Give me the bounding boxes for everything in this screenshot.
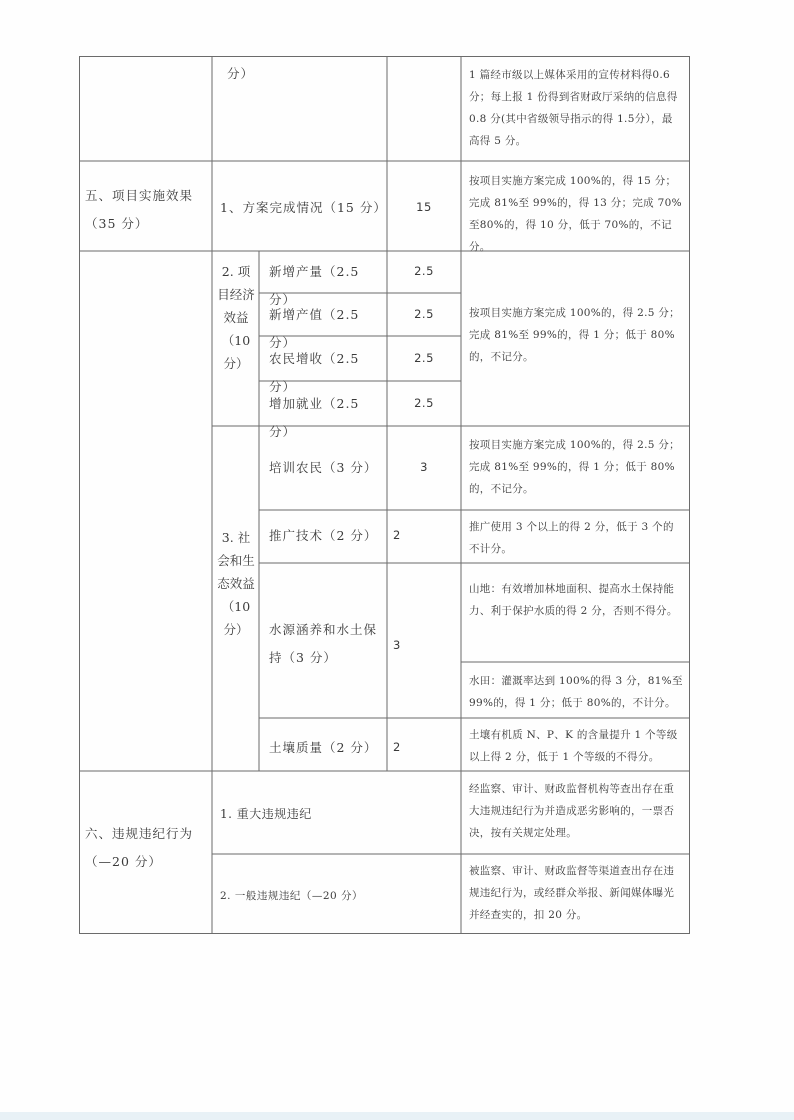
major-violation-criteria: 经监察、审计、财政监督机构等查出存在重大违规违纪行为并造成恶劣影响的，一票否决，按有关规定处理。 <box>469 783 675 839</box>
social-score-training: 3 <box>420 460 428 474</box>
social-criteria-tech: 推广使用 3 个以上的得 2 分，低于 3 个的不计分。 <box>469 521 674 555</box>
econ-score-employment: 2.5 <box>414 396 434 410</box>
social-score-tech: 2 <box>393 528 401 542</box>
social-score-water: 3 <box>393 638 401 652</box>
section-five-title: 五、项目实施效果（35 分） <box>85 188 194 231</box>
social-score-soil: 2 <box>393 740 401 754</box>
social-group-label: 3. 社会和生态效益（10 分） <box>217 530 255 637</box>
row0-criteria: 1 篇经市级以上媒体采用的宣传材料得0.6 分；每上报 1 份得到省财政厅采纳的信息得 0.8 分(其中省级领导指示的得 1.5分），最高得 5 分。 <box>469 69 678 147</box>
social-item-water: 水源涵养和水土保持（3 分） <box>269 622 378 665</box>
econ-criteria: 按项目实施方案完成 100%的，得 2.5 分；完成 81%至 99%的，得 1 分；低于 80%的，不记分。 <box>469 307 680 363</box>
econ-item-employment: 增加就业（2.5 分） <box>269 396 360 439</box>
plan-completion-score: 15 <box>416 200 432 214</box>
econ-item-value: 新增产值（2.5 分） <box>269 307 360 350</box>
social-criteria-water-mountain: 山地：有效增加林地面积、提高水土保持能力、利于保护水质的得 2 分，否则不得分。 <box>469 583 678 617</box>
plan-completion-criteria: 按项目实施方案完成 100%的，得 15 分；完成 81%至 99%的，得 13 分；完成 70%至80%的，得 10 分，低于 70%的，不记分。 <box>469 175 682 253</box>
social-criteria-training: 按项目实施方案完成 100%的，得 2.5 分；完成 81%至 99%的，得 1 分；低于 80%的，不记分。 <box>469 439 680 495</box>
econ-item-income: 农民增收（2.5 分） <box>269 351 360 394</box>
econ-item-output: 新增产量（2.5 分） <box>269 264 360 307</box>
row0-sub-text: 分） <box>227 66 255 81</box>
social-criteria-soil: 土壤有机质 N、P、K 的含量提升 1 个等级以上得 2 分，低于 1 个等级的不得分。 <box>469 729 678 763</box>
scan-edge-strip <box>0 1112 794 1120</box>
section-six-title: 六、违规违纪行为（—20 分） <box>85 826 194 869</box>
minor-violation-item: 2. 一般违规违纪（—20 分） <box>220 890 364 902</box>
social-item-tech: 推广技术（2 分） <box>269 528 378 543</box>
econ-score-output: 2.5 <box>414 264 434 278</box>
econ-score-value: 2.5 <box>414 307 434 321</box>
social-item-training: 培训农民（3 分） <box>269 460 378 475</box>
evaluation-table <box>79 56 690 934</box>
plan-completion-item: 1、方案完成情况（15 分） <box>220 200 387 215</box>
econ-score-income: 2.5 <box>414 351 434 365</box>
minor-violation-criteria: 被监察、审计、财政监督等渠道查出存在违规违纪行为，或经群众举报、新闻媒体曝光并经查实的，扣 20 分。 <box>469 865 675 921</box>
social-item-soil: 土壤质量（2 分） <box>269 740 378 755</box>
major-violation-item: 1. 重大违规违纪 <box>220 807 312 821</box>
econ-group-label: 2. 项目经济效益（10 分） <box>217 264 255 371</box>
social-criteria-water-paddy: 水田：灌溉率达到 100%的得 3 分，81%至99%的，得 1 分；低于 80%的，不计分。 <box>469 675 683 709</box>
